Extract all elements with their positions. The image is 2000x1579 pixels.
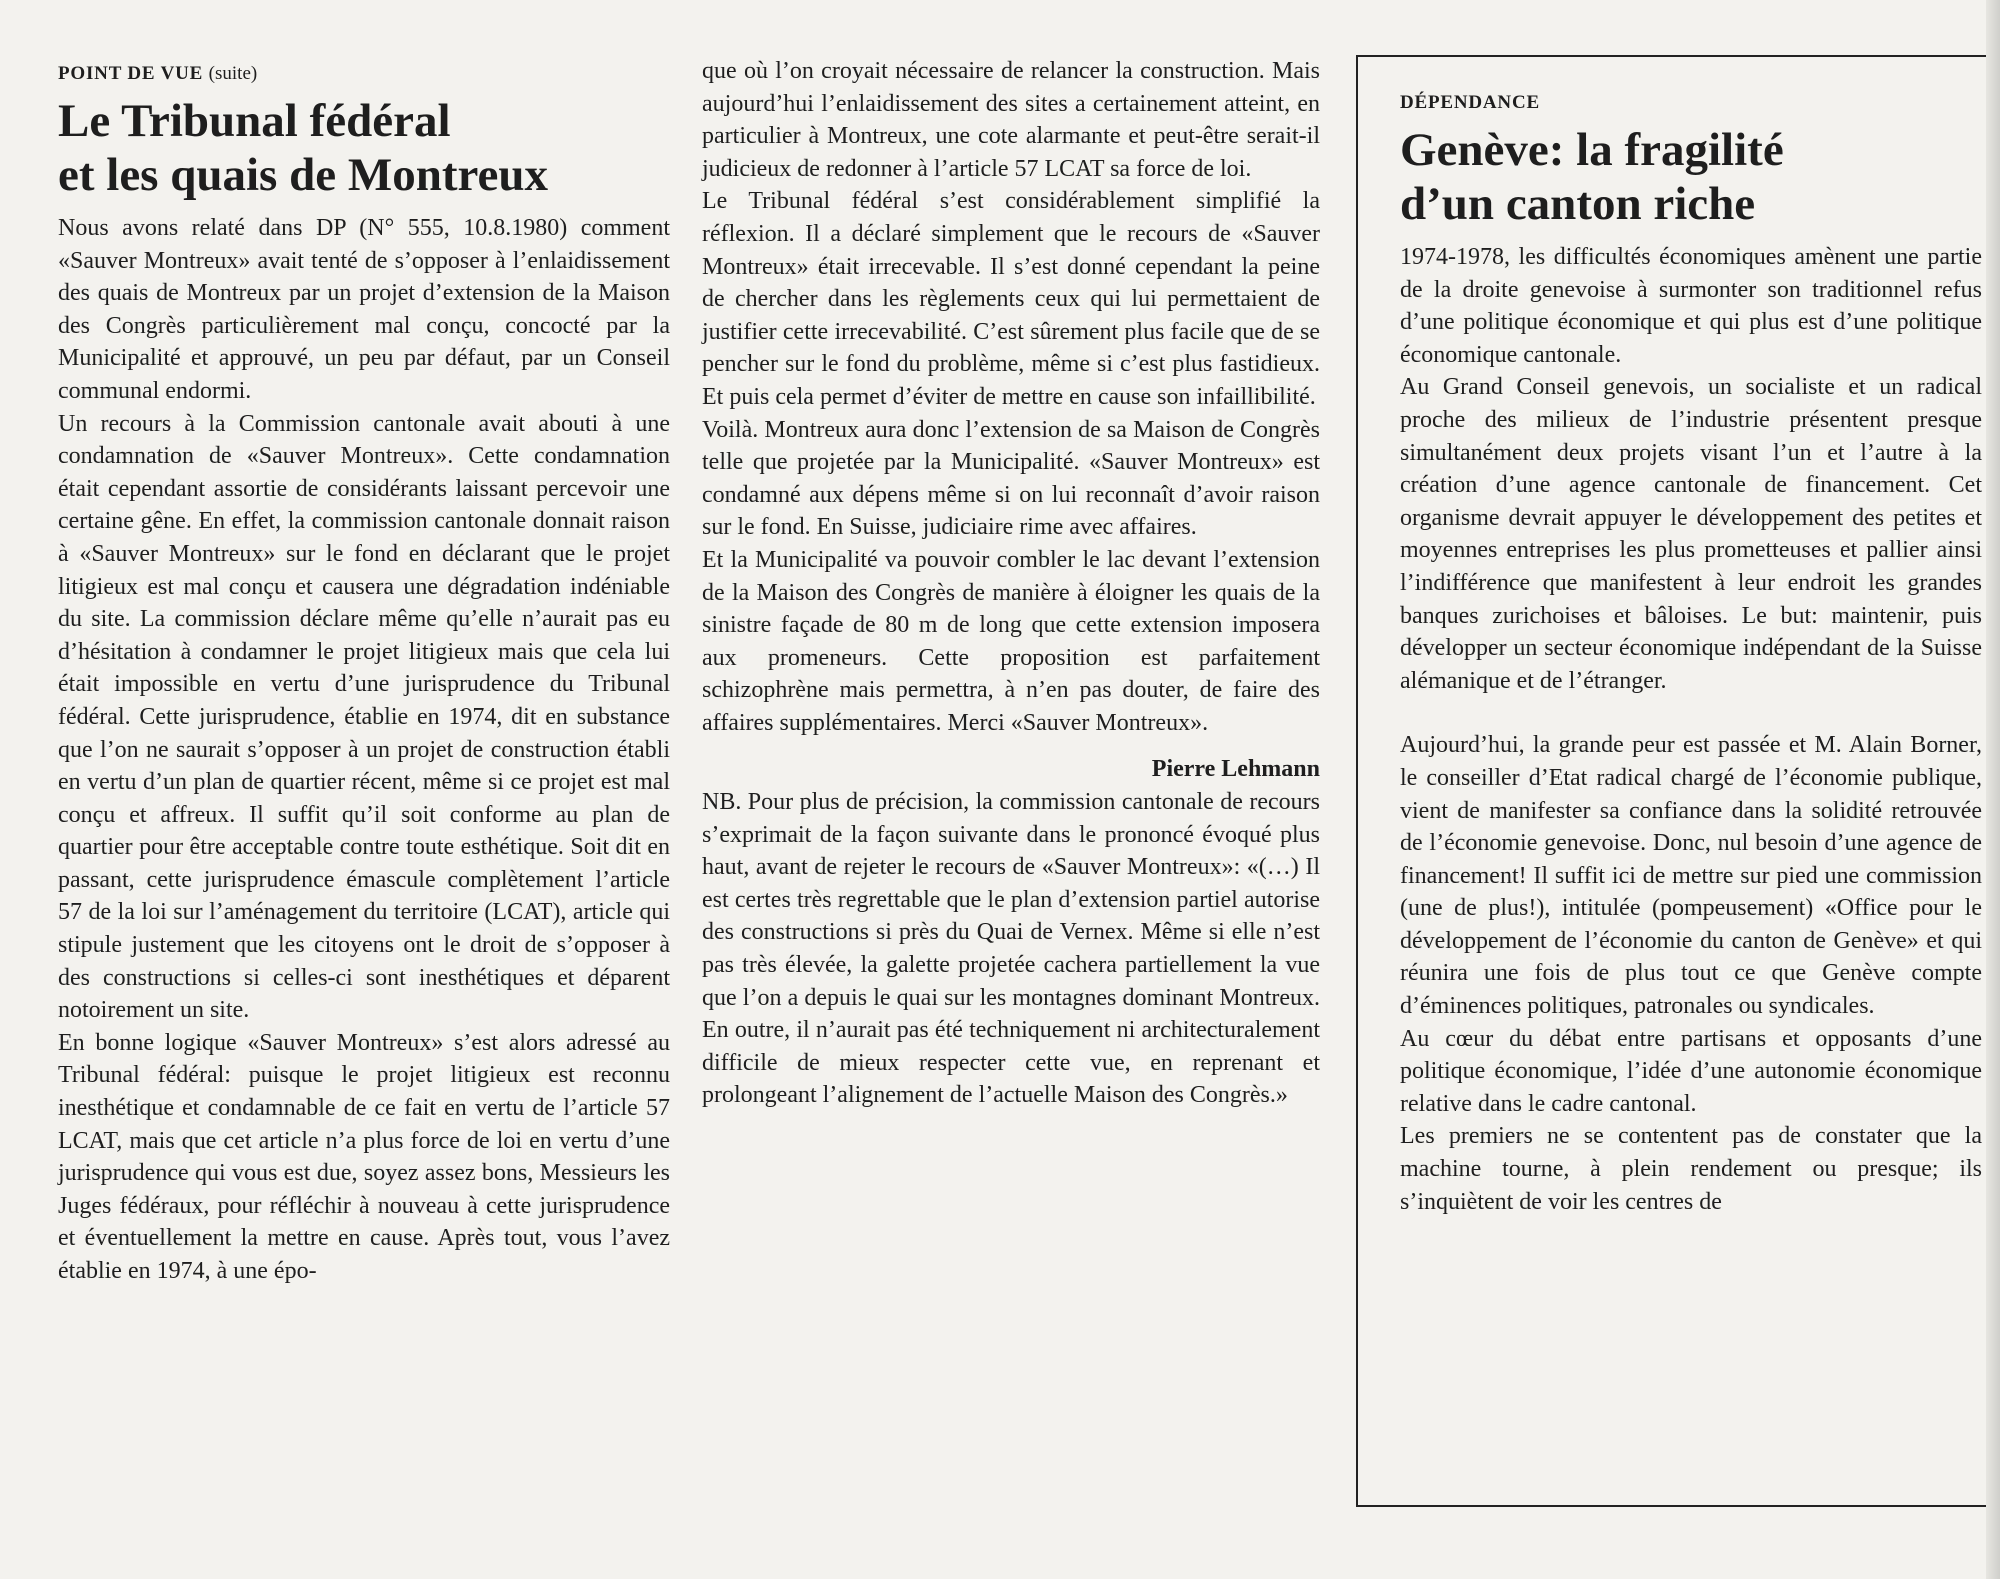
body-paragraph: Aujourd’hui, la grande peur est passée et M. Alain Borner, le conseiller d’Etat radical chargé de l’économie publique, vient de manifester sa confiance dans la solidité retrouvée de l’économie genevoise. Donc, nul besoin d’une agence de financement! Il suffit ici de mettre sur pied une commission (une de plus!), intitulée (pompeusement) «Office pour le développement de l’économie du canton de Genève» et qui réunira une fois de plus tout ce que Genève compte d’éminences politiques, patronales ou syndicales. <box>1400 732 1982 1020</box>
kicker-suffix: (suite) <box>208 63 258 84</box>
body-paragraph: En bonne logique «Sauver Montreux» s’est alors adressé au Tribunal fédéral: puisque le projet litigieux est reconnu inesthétique et condamnable de ce fait en vertu de l’article 57 LCAT, mais que cet article n’a plus force de loi en vertu d’une jurisprudence qui vous est due, soyez assez bons, Messieurs les Juges fédéraux, pour réfléchir à nouveau à cette jurisprudence et éventuellement la mettre en cause. Après tout, vous l’avez établie en 1974, à une épo- <box>58 1029 670 1284</box>
body-paragraph: Au Grand Conseil genevois, un socialiste et un radical proche des milieux de l’industrie présentent presque simultanément deux projets visant l’un et l’autre à la création d’une agence cantonale de financement. Cet organisme devrait appuyer le développement des petites et moyennes entreprises les plus prometteuses et pallier ainsi l’indifférence que manifestent à leur endroit les grandes banques zurichoises et bâloises. Le but: maintenir, puis développer un secteur économique indépendant de la Suisse alémanique et de l’étranger. <box>1400 374 1982 694</box>
kicker-text: POINT DE VUE <box>58 63 204 84</box>
body-paragraph: Voilà. Montreux aura donc l’extension de sa Maison de Congrès telle que projetée par la Municipalité. «Sauver Montreux» est condamné aux dépens même si on lui reconnaît d’avoir raison sur le fond. En Suisse, judiciaire rime avec affaires. <box>702 416 1320 541</box>
left-article <box>58 62 670 1288</box>
right-article-box <box>1356 55 1986 1507</box>
article-headline <box>58 94 670 202</box>
right-article <box>1400 91 1982 1218</box>
article-headline <box>1400 123 1982 231</box>
headline-line-1: Genève: la fragilité <box>1400 124 1784 176</box>
middle-column <box>702 55 1320 1112</box>
section-kicker <box>58 62 670 86</box>
body-paragraph: Un recours à la Commission cantonale avait abouti à une condamnation de «Sauver Montreux». Cette condamnation était cependant assortie de considérants laissant percevoir une certaine gêne. En effet, la commission cantonale donnait raison à «Sauver Montreux» sur le fond en déclarant que le projet litigieux est mal conçu et causera une dégradation indéniable du site. La commission déclare même qu’elle n’aurait pas eu d’hésitation à condamner le projet litigieux mais que cela lui était impossible en vertu d’une jurisprudence du Tribunal fédéral. Cette jurisprudence, établie en 1974, dit en substance que l’on ne saurait s’opposer à un projet de construction établi en vertu d’un plan de quartier récent, même si ce projet est mal conçu et affreux. Il suffit qu’il soit conforme au plan de quartier pour être acceptable contre toute esthétique. Soit dit en passant, cette jurisprudence émascule complètement l’article 57 de la loi sur l’aménagement du territoire (LCAT), article qui stipule justement que les citoyens ont le droit de s’opposer à des constructions si celles-ci sont inesthétiques et déparent notoirement un site. <box>58 410 670 1024</box>
nb-note: NB. Pour plus de précision, la commission cantonale de recours s’exprimait de la façon suivante dans le prononcé évoqué plus haut, avant de rejeter le recours de «Sauver Montreux»: «(…) Il est certes très regrettable que le plan d’extension partiel autorise des constructions si près du Quai de Vernex. Même si elle n’est pas très élevée, la galette projetée cachera partiellement la vue que l’on a depuis le quai sur les montagnes dominant Montreux. En outre, il n’aurait pas été techniquement ni architecturalement difficile de mieux respecter cette vue, en reprenant et prolongeant l’alignement de l’actuelle Maison des Congrès.» <box>702 789 1320 1109</box>
body-paragraph: 1974-1978, les difficultés économiques amènent une partie de la droite genevoise à surmonter son traditionnel refus d’une politique économique et qui plus est d’une politique économique cantonale. <box>1400 244 1982 368</box>
body-paragraph: Au cœur du débat entre partisans et opposants d’une politique économique, l’idée d’une autonomie économique relative dans le cadre cantonal. <box>1400 1025 1982 1117</box>
page-edge <box>1986 0 2000 1579</box>
paragraph-gap <box>1400 697 1982 729</box>
headline-line-1: Le Tribunal fédéral <box>58 95 451 147</box>
headline-line-2: d’un canton riche <box>1400 178 1756 230</box>
body-paragraph: Le Tribunal fédéral s’est considérablement simplifié la réflexion. Il a déclaré simplement que le recours de «Sauver Montreux» était irrecevable. Il s’est donné cependant la peine de chercher dans les règlements ceux qui lui permettaient de justifier cette irrecevabilité. C’est sûrement plus facile que de se pencher sur le fond du problème, même si c’est plus fastidieux. Et puis cela permet d’éviter de mettre en cause son infaillibilité. <box>702 188 1320 410</box>
author-signature: Pierre Lehmann <box>1151 756 1320 783</box>
section-kicker: DÉPENDANCE <box>1400 92 1540 113</box>
body-paragraph: Et la Municipalité va pouvoir combler le lac devant l’extension de la Maison des Congrès de manière à éloigner les quais de la sinistre façade de 80 m de long que cette extension imposera aux promeneurs. Cette proposition est parfaitement schizophrène mais permettra, à n’en pas douter, de faire des affaires supplémentaires. Merci «Sauver Montreux». <box>702 546 1320 736</box>
body-paragraph: que où l’on croyait nécessaire de relancer la construction. Mais aujourd’hui l’enlaidissement des sites a certainement atteint, en particulier à Montreux, une cote alarmante et peut-être serait-il judicieux de redonner à l’article 57 LCAT sa force de loi. <box>702 58 1320 182</box>
headline-line-2: et les quais de Montreux <box>58 149 549 201</box>
body-paragraph: Les premiers ne se contentent pas de constater que la machine tourne, à plein rendement ou presque; ils s’inquiètent de voir les centres de <box>1400 1123 1982 1215</box>
body-paragraph: Nous avons relaté dans DP (N° 555, 10.8.1980) comment «Sauver Montreux» avait tenté de s’opposer à l’enlaidissement des quais de Montreux par un projet d’extension de la Maison des Congrès particulièrement mal conçu, concocté par la Municipalité et approuvé, un peu par défaut, par un Conseil communal endormi. <box>58 215 670 404</box>
